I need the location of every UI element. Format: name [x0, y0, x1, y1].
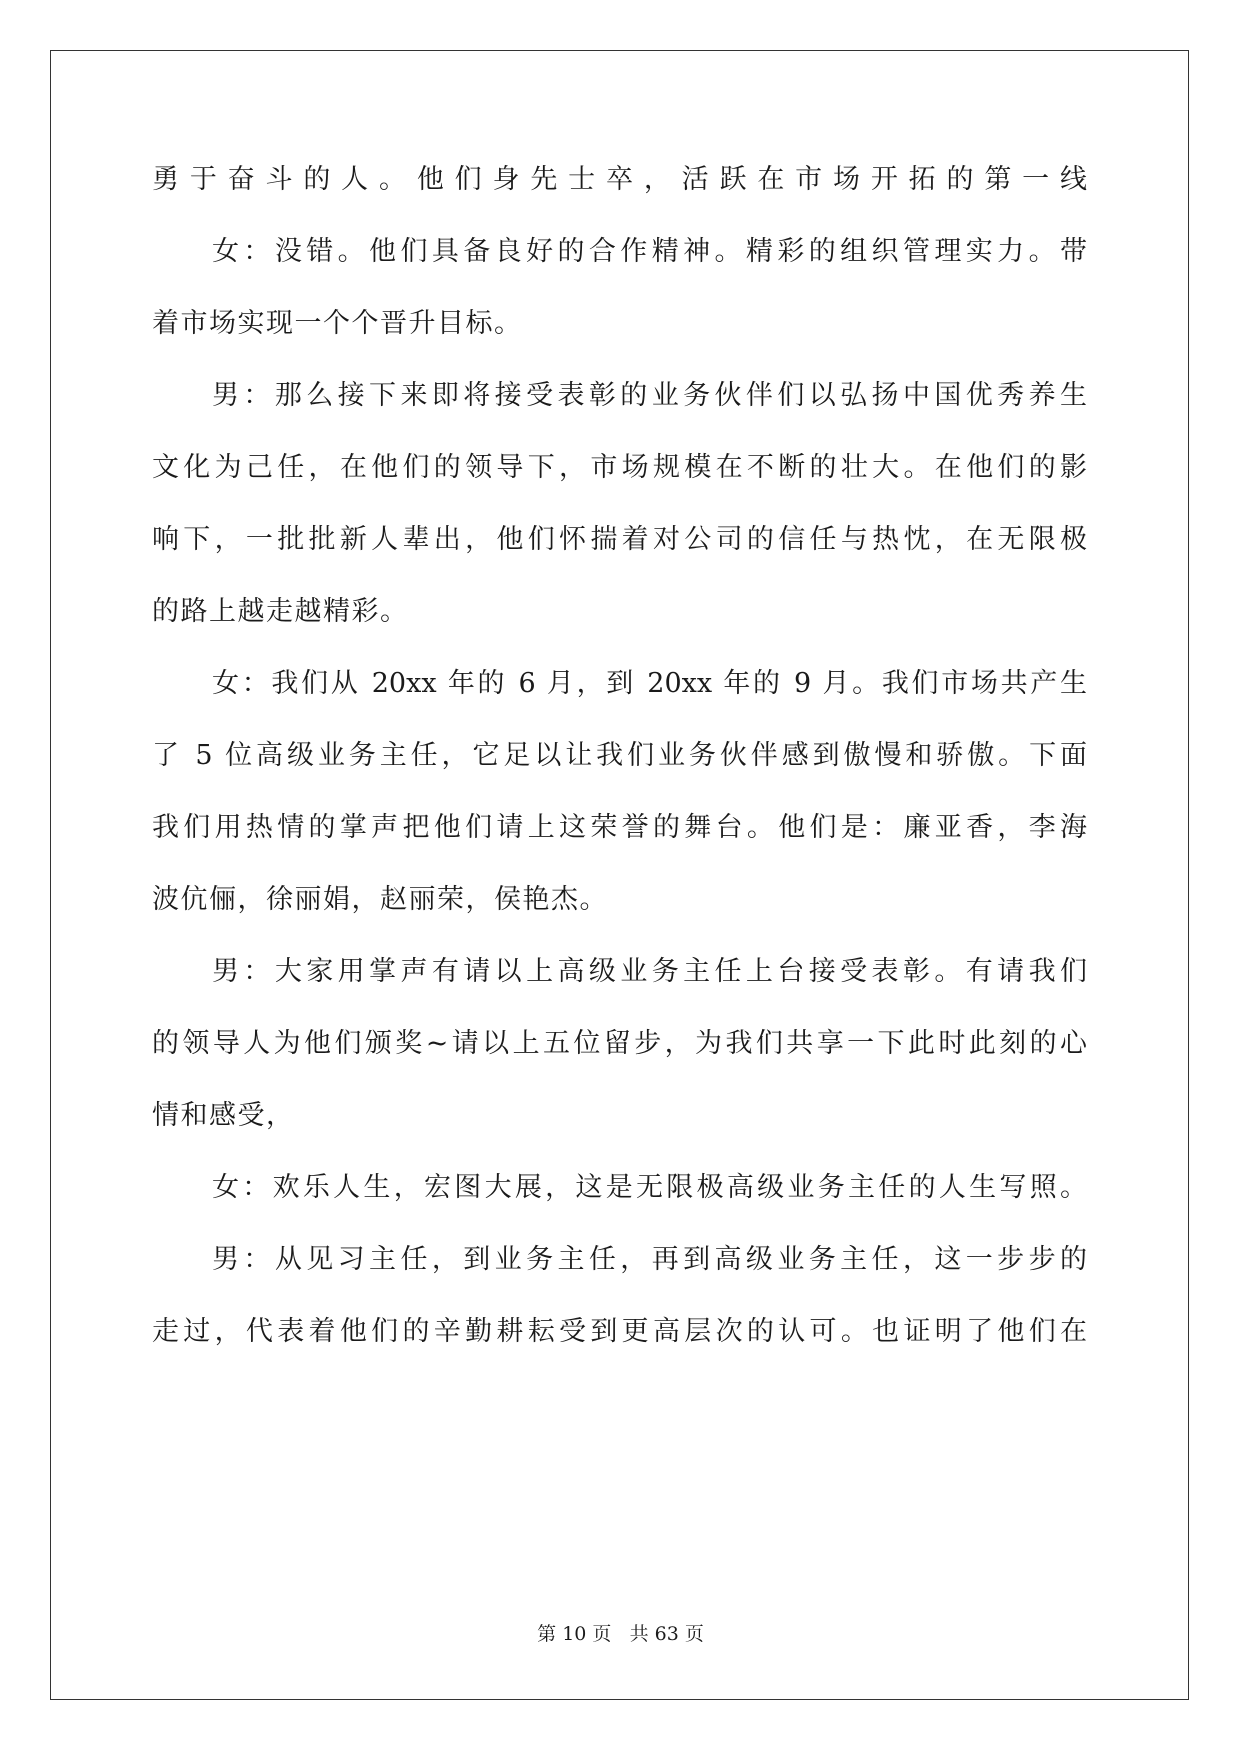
text-line: 我们用热情的掌声把他们请上这荣誉的舞台。他们是：廉亚香，李海 — [152, 812, 1087, 843]
page-footer — [0, 1622, 1241, 1646]
page-border — [50, 50, 1189, 1700]
page-number: 第 10 页 — [537, 1623, 612, 1645]
text-line: 的路上越走越精彩。 — [152, 596, 409, 627]
text-line: 女：没错。他们具备良好的合作精神。精彩的组织管理实力。带 — [212, 236, 1087, 267]
text-line: 着市场实现一个个晋升目标。 — [152, 308, 523, 339]
page-total: 共 63 页 — [629, 1623, 704, 1645]
text-line: 勇于奋斗的人。他们身先士卒，活跃在市场开拓的第一线 — [152, 164, 1087, 195]
text-line: 的领导人为他们颁奖~请以上五位留步，为我们共享一下此时此刻的心 — [152, 1028, 1087, 1059]
text-line: 男：那么接下来即将接受表彰的业务伙伴们以弘扬中国优秀养生 — [212, 380, 1087, 411]
text-line: 波伉俪，徐丽娟，赵丽荣，侯艳杰。 — [152, 884, 608, 915]
text-line: 女：欢乐人生，宏图大展，这是无限极高级业务主任的人生写照。 — [212, 1172, 1087, 1203]
text-line: 了 5 位高级业务主任，它足以让我们业务伙伴感到傲慢和骄傲。下面 — [152, 740, 1087, 771]
text-line: 男：大家用掌声有请以上高级业务主任上台接受表彰。有请我们 — [212, 956, 1087, 987]
text-line: 男：从见习主任，到业务主任，再到高级业务主任，这一步步的 — [212, 1244, 1087, 1275]
text-line: 情和感受， — [152, 1100, 295, 1131]
text-line: 女：我们从 20xx 年的 6 月，到 20xx 年的 9 月。我们市场共产生 — [212, 668, 1087, 699]
text-line: 走过，代表着他们的辛勤耕耘受到更高层次的认可。也证明了他们在 — [152, 1316, 1087, 1347]
text-line: 响下，一批批新人辈出，他们怀揣着对公司的信任与热忱，在无限极 — [152, 524, 1087, 555]
text-line: 文化为己任，在他们的领导下，市场规模在不断的壮大。在他们的影 — [152, 452, 1087, 483]
